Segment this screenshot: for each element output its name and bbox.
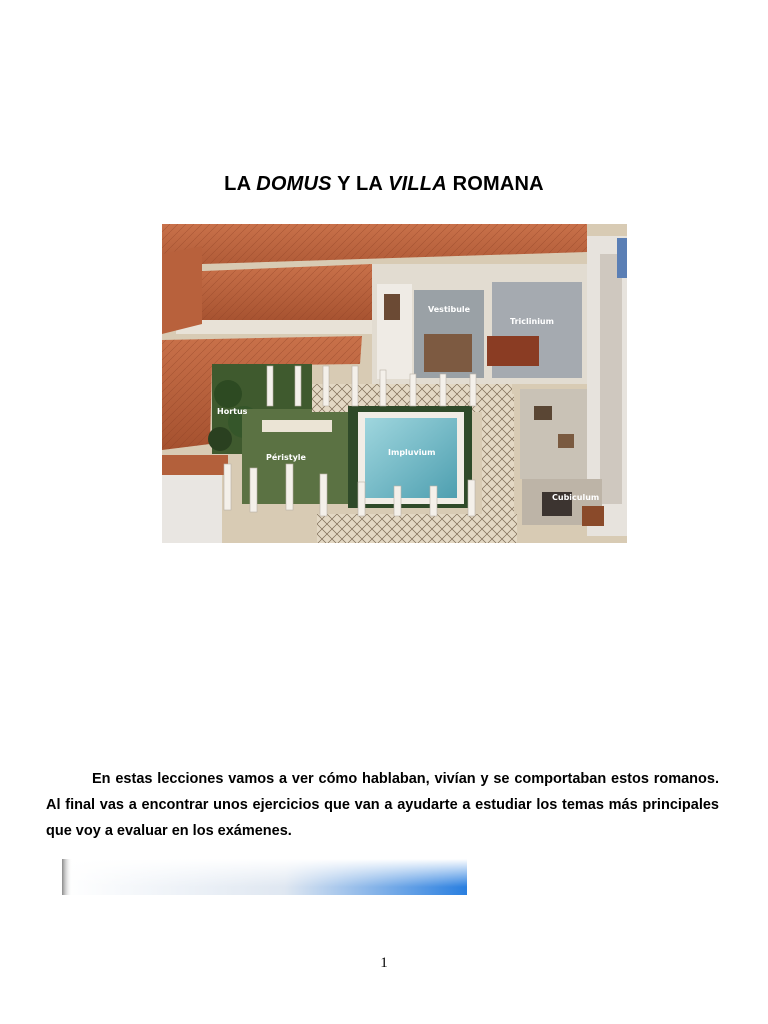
page-number: 1 [380, 955, 388, 971]
label-hortus: Hortus [217, 407, 248, 416]
title-part2: Y LA [331, 173, 389, 196]
label-peristyle: Péristyle [266, 453, 306, 462]
title-domus: DOMUS [256, 173, 332, 196]
decorative-gradient-bar [62, 859, 467, 895]
title-part1: LA [224, 173, 257, 196]
intro-paragraph: En estas lecciones vamos a ver cómo hablaban, vivían y se comportaban estos romanos. Al final vas a encontrar unos ejercicios que van a ayudarte a estudiar los temas más principales que voy a evaluar en los exámenes. [46, 771, 719, 839]
title-villa: VILLA [388, 173, 447, 196]
label-cubiculum: Cubiculum [552, 493, 600, 502]
label-impluvium: Impluvium [388, 448, 436, 457]
roman-house-model-image [162, 224, 627, 543]
label-vestibule: Vestibule [428, 305, 471, 314]
page-title [0, 173, 768, 196]
label-triclinium: Triclinium [510, 317, 554, 326]
title-part3: ROMANA [446, 173, 544, 196]
